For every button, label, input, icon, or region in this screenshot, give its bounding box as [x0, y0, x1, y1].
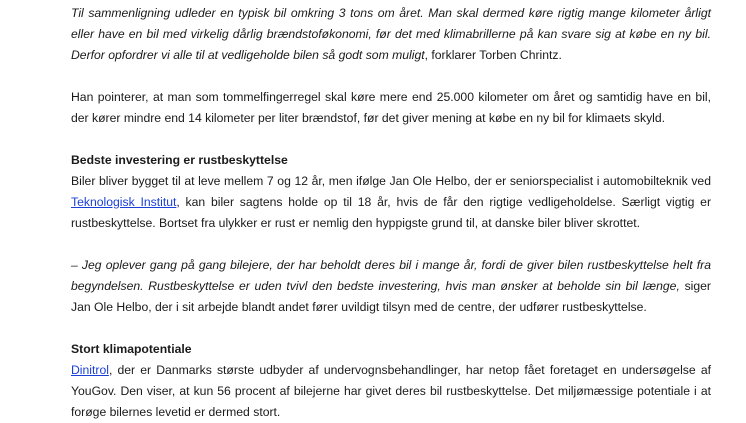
- paragraph-quote-helbo: [71, 255, 711, 318]
- paragraph-dinitrol-survey: [71, 360, 711, 423]
- attribution: , forklarer Torben Chrintz.: [424, 48, 562, 62]
- text-after-link: , kan biler sagtens holde op til 18 år, hvis de får den rigtige vedligeholdelse. Særligt vigtig er rustbeskyttelse. Bortset fra ulykker er rust er nemlig den hyppigste grund til, at danske biler bliver skrottet.: [71, 195, 711, 230]
- section-heading-rustbeskyttelse: Bedste investering er rustbeskyttelse: [71, 153, 288, 167]
- paragraph-quote-chrintz: [71, 3, 711, 66]
- text-after-link: , der er Danmarks største udbyder af undervognsbehandlinger, har netop fået foretaget en undersøgelse af YouGov. Den viser, at kun 56 procent af bilejerne har givet deres bil rustbeskyttelse. Det miljømæssige potentiale i at forøge bilernes levetid er dermed stort.: [71, 363, 711, 419]
- link-teknologisk-institut[interactable]: Teknologisk Institut: [71, 195, 177, 209]
- link-dinitrol[interactable]: Dinitrol: [71, 363, 109, 377]
- italic-quote: – Jeg oplever gang på gang bilejere, der har beholdt deres bil i mange år, fordi de giver bilen rustbeskyttelse helt fra begyndelsen. Rustbeskyttelse er uden tvivl den bedste investering, hvis man ønsker at beholde sin bil længe,: [71, 258, 711, 293]
- article-body: [71, 3, 711, 423]
- section-heading-klimapotentiale: Stort klimapotentiale: [71, 342, 192, 356]
- paragraph-rule-of-thumb: Han pointerer, at man som tommelfingerregel skal køre mere end 25.000 kilometer om året og samtidig have en bil, der kører mindre end 14 kilometer per liter brændstof, før det giver mening at købe en ny bil for klimaets skyld.: [71, 90, 711, 125]
- text-before-link: Biler bliver bygget til at leve mellem 7 og 12 år, men ifølge Jan Ole Helbo, der er seniorspecialist i automobilteknik ved: [71, 174, 711, 188]
- italic-quote: Til sammenligning udleder en typisk bil omkring 3 tons om året. Man skal dermed køre rigtig mange kilometer årligt eller have en bil med virkelig dårlig brændstoføkonomi, før det med klimabrillerne på kan svare sig at købe en ny bil. Derfor opfordrer vi alle til at vedligeholde bilen så godt som muligt: [71, 6, 711, 62]
- paragraph-car-lifespan: [71, 171, 711, 234]
- attribution: siger Jan Ole Helbo, der i sit arbejde blandt andet fører uvildigt tilsyn med de centre, der udfører rustbeskyttelse.: [71, 279, 711, 314]
